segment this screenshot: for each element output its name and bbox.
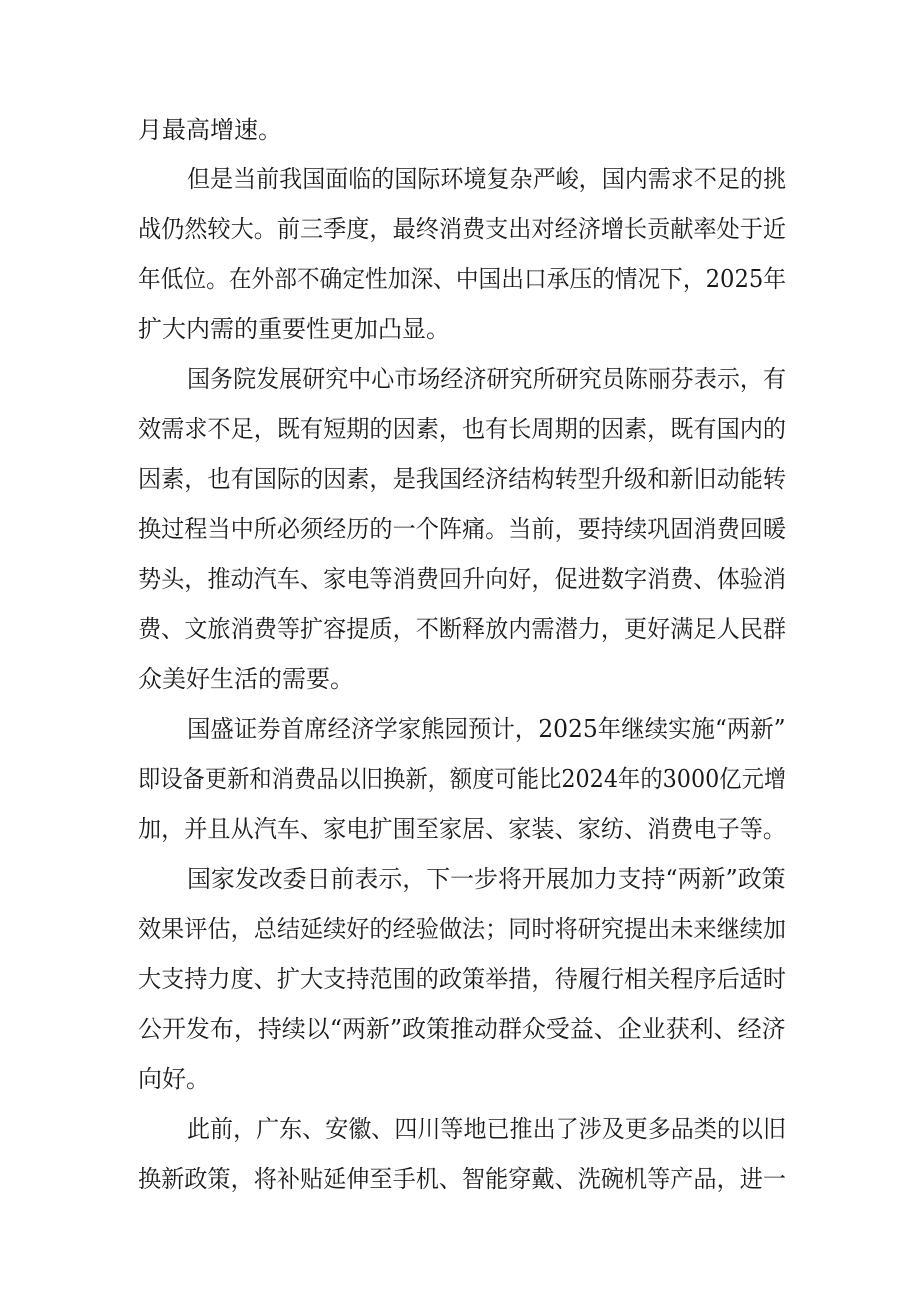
paragraph-line: 向好。: [138, 1065, 210, 1093]
paragraph-line: 势头，推动汽车、家电等消费回升向好，促进数字消费、体验消: [138, 565, 786, 593]
paragraph-line: 公开发布，持续以“两新”政策推动群众受益、企业获利、经济: [138, 1015, 786, 1043]
paragraph-line: 大支持力度、扩大支持范围的政策举措，待履行相关程序后适时: [138, 965, 786, 993]
paragraph-line: 战仍然较大。前三季度，最终消费支出对经济增长贡献率处于近: [138, 215, 786, 243]
paragraph-line: 国盛证券首席经济学家熊园预计，2025年继续实施“两新”: [187, 715, 786, 743]
paragraph-line: 众美好生活的需要。: [138, 665, 354, 693]
paragraph-line: 即设备更新和消费品以旧换新，额度可能比2024年的3000亿元增: [138, 765, 787, 793]
paragraph-line: 费、文旅消费等扩容提质，不断释放内需潜力，更好满足人民群: [138, 615, 786, 643]
paragraph-line: 此前，广东、安徽、四川等地已推出了涉及更多品类的以旧: [187, 1115, 786, 1143]
paragraph-line: 因素，也有国际的因素，是我国经济结构转型升级和新旧动能转: [138, 465, 786, 493]
paragraph-line: 月最高增速。: [138, 116, 282, 144]
paragraph-line: 年低位。在外部不确定性加深、中国出口承压的情况下，2025年: [138, 265, 787, 293]
paragraph-line: 扩大内需的重要性更加凸显。: [138, 315, 450, 343]
paragraph-line: 国务院发展研究中心市场经济研究所研究员陈丽芬表示，有: [187, 365, 786, 393]
paragraph-line: 国家发改委日前表示，下一步将开展加力支持“两新”政策: [187, 865, 786, 893]
paragraph-line: 加，并且从汽车、家电扩围至家居、家装、家纺、消费电子等。: [138, 815, 786, 843]
paragraph-line: 效需求不足，既有短期的因素，也有长周期的因素，既有国内的: [138, 415, 786, 443]
paragraph-line: 换过程当中所必须经历的一个阵痛。当前，要持续巩固消费回暖: [138, 515, 786, 543]
paragraph-line: 但是当前我国面临的国际环境复杂严峻，国内需求不足的挑: [187, 165, 786, 193]
paragraph-line: 效果评估，总结延续好的经验做法；同时将研究提出未来继续加: [138, 915, 786, 943]
paragraph-line: 换新政策，将补贴延伸至手机、智能穿戴、洗碗机等产品，进一: [138, 1165, 786, 1193]
